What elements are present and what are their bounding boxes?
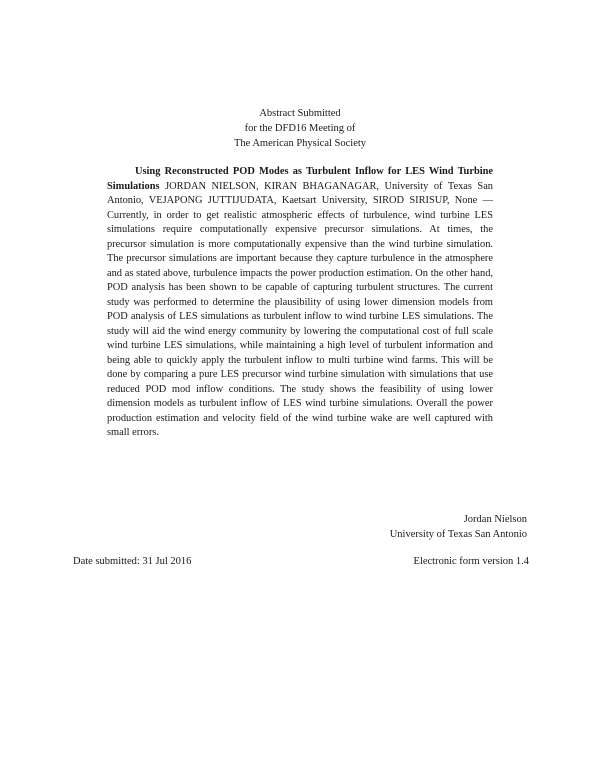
abstract-block (107, 165, 493, 441)
signature-name: Jordan Nielson (463, 514, 527, 525)
header-line-meeting: for the DFD16 Meeting of (244, 123, 356, 134)
header-line-society: The American Physical Society (233, 138, 367, 149)
form-version: Electronic form version 1.4 (413, 556, 529, 567)
date-submitted: Date submitted: 31 Jul 2016 (73, 556, 192, 567)
page-footer (73, 554, 529, 569)
signature-block (390, 512, 527, 542)
header-line-abstract-submitted: Abstract Submitted (259, 108, 341, 119)
abstract-title: Using Reconstructed POD Modes as Turbulent Inflow for LES Wind Turbine Simulations (107, 166, 493, 192)
signature-affiliation: University of Texas San Antonio (389, 529, 527, 540)
submission-header (0, 106, 600, 151)
abstract-body: JORDAN NIELSON, KIRAN BHAGANAGAR, University of Texas San Antonio, VEJAPONG JUTTIJUDATA, Kaetsart University, SIROD SIRISUP, None — Currently, in order to get realistic atmospheric effects of turbulence, wind turbine LES simulations require computationally expensive precursor simulations. At times, the precursor simulation is more computationally expensive than the wind turbine simulation. The precursor simulations are important because they capture turbulence in the atmosphere and as stated above, turbulence impacts the power production estimation. On the other hand, POD analysis has been shown to be capable of capturing turbulent structures. The current study was performed to determine the plausibility of using lower dimension models from POD analysis of LES simulations as turbulent inflow to wind turbine LES simulations. The study will aid the wind energy community by lowering the computational cost of full scale wind turbine LES simulations, while maintaining a high level of turbulent information and being able to quickly apply the turbulent inflow to multi turbine wind farms. This will be done by comparing a pure LES precursor wind turbine simulation with simulations that use reduced POD mod inflow conditions. The study shows the feasibility of using lower dimension models as turbulent inflow of LES wind turbine simulations. Overall the power production estimation and velocity field of the wind turbine wake are well captured with small errors. (107, 180, 494, 438)
